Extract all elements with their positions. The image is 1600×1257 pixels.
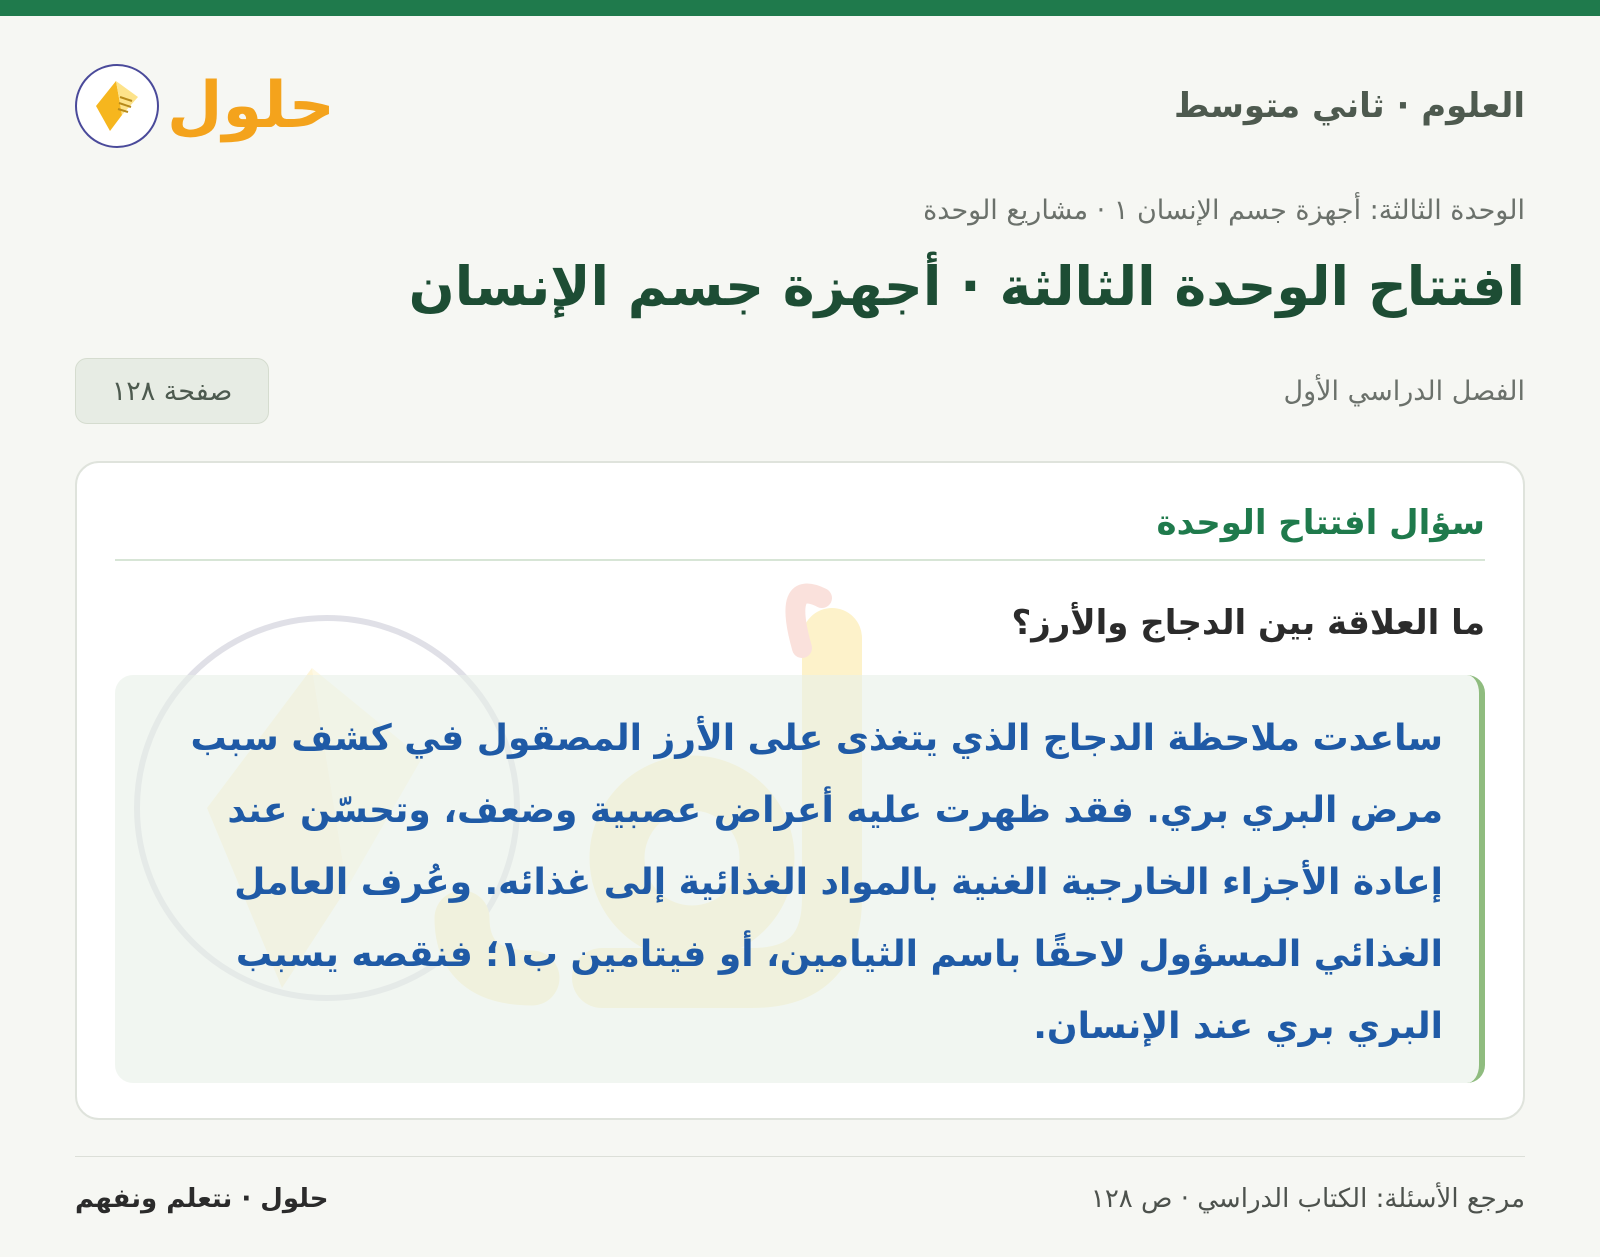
footer-divider [75, 1156, 1525, 1157]
card-title: سؤال افتتاح الوحدة [1156, 503, 1485, 543]
header [75, 48, 1525, 164]
footer [75, 1177, 1525, 1221]
page-title: افتتاح الوحدة الثالثة · أجهزة جسم الإنسان [408, 255, 1525, 318]
subject-grade: العلوم · ثاني متوسط [1174, 86, 1525, 126]
card-divider [115, 559, 1485, 561]
answer-text: ساعدت ملاحظة الدجاج الذي يتغذى على الأرز المصقول في كشف سبب مرض البري بري. فقد ظهرت عليه أعراض عصبية وضعف، وتحسّن عند إعادة الأجزاء الخارجية الغنية بالمواد الغذائية إلى غذائه. وعُرف العامل الغذائي المسؤول لاحقًا باسم الثيامين، أو فيتامين ب١؛ فنقصه يسبب البري بري عند الإنسان. [190, 718, 1443, 1047]
footer-reference: مرجع الأسئلة: الكتاب الدراسي · ص ١٢٨ [1090, 1184, 1525, 1214]
logo-wordmark: حلول [167, 69, 335, 143]
question-card [75, 461, 1525, 1120]
page-number-badge: صفحة ١٢٨ [75, 358, 269, 424]
logo[interactable] [75, 64, 335, 148]
answer-box [115, 675, 1485, 1083]
book-icon [75, 64, 159, 148]
meta-row [75, 358, 1525, 424]
semester-label: الفصل الدراسي الأول [1283, 375, 1525, 407]
footer-brand: حلول · نتعلم ونفهم [75, 1184, 329, 1214]
question-text: ما العلاقة بين الدجاج والأرز؟ [1011, 603, 1485, 643]
breadcrumb: الوحدة الثالثة: أجهزة جسم الإنسان ١ · مشاريع الوحدة [923, 195, 1525, 226]
top-accent-bar [0, 0, 1600, 16]
